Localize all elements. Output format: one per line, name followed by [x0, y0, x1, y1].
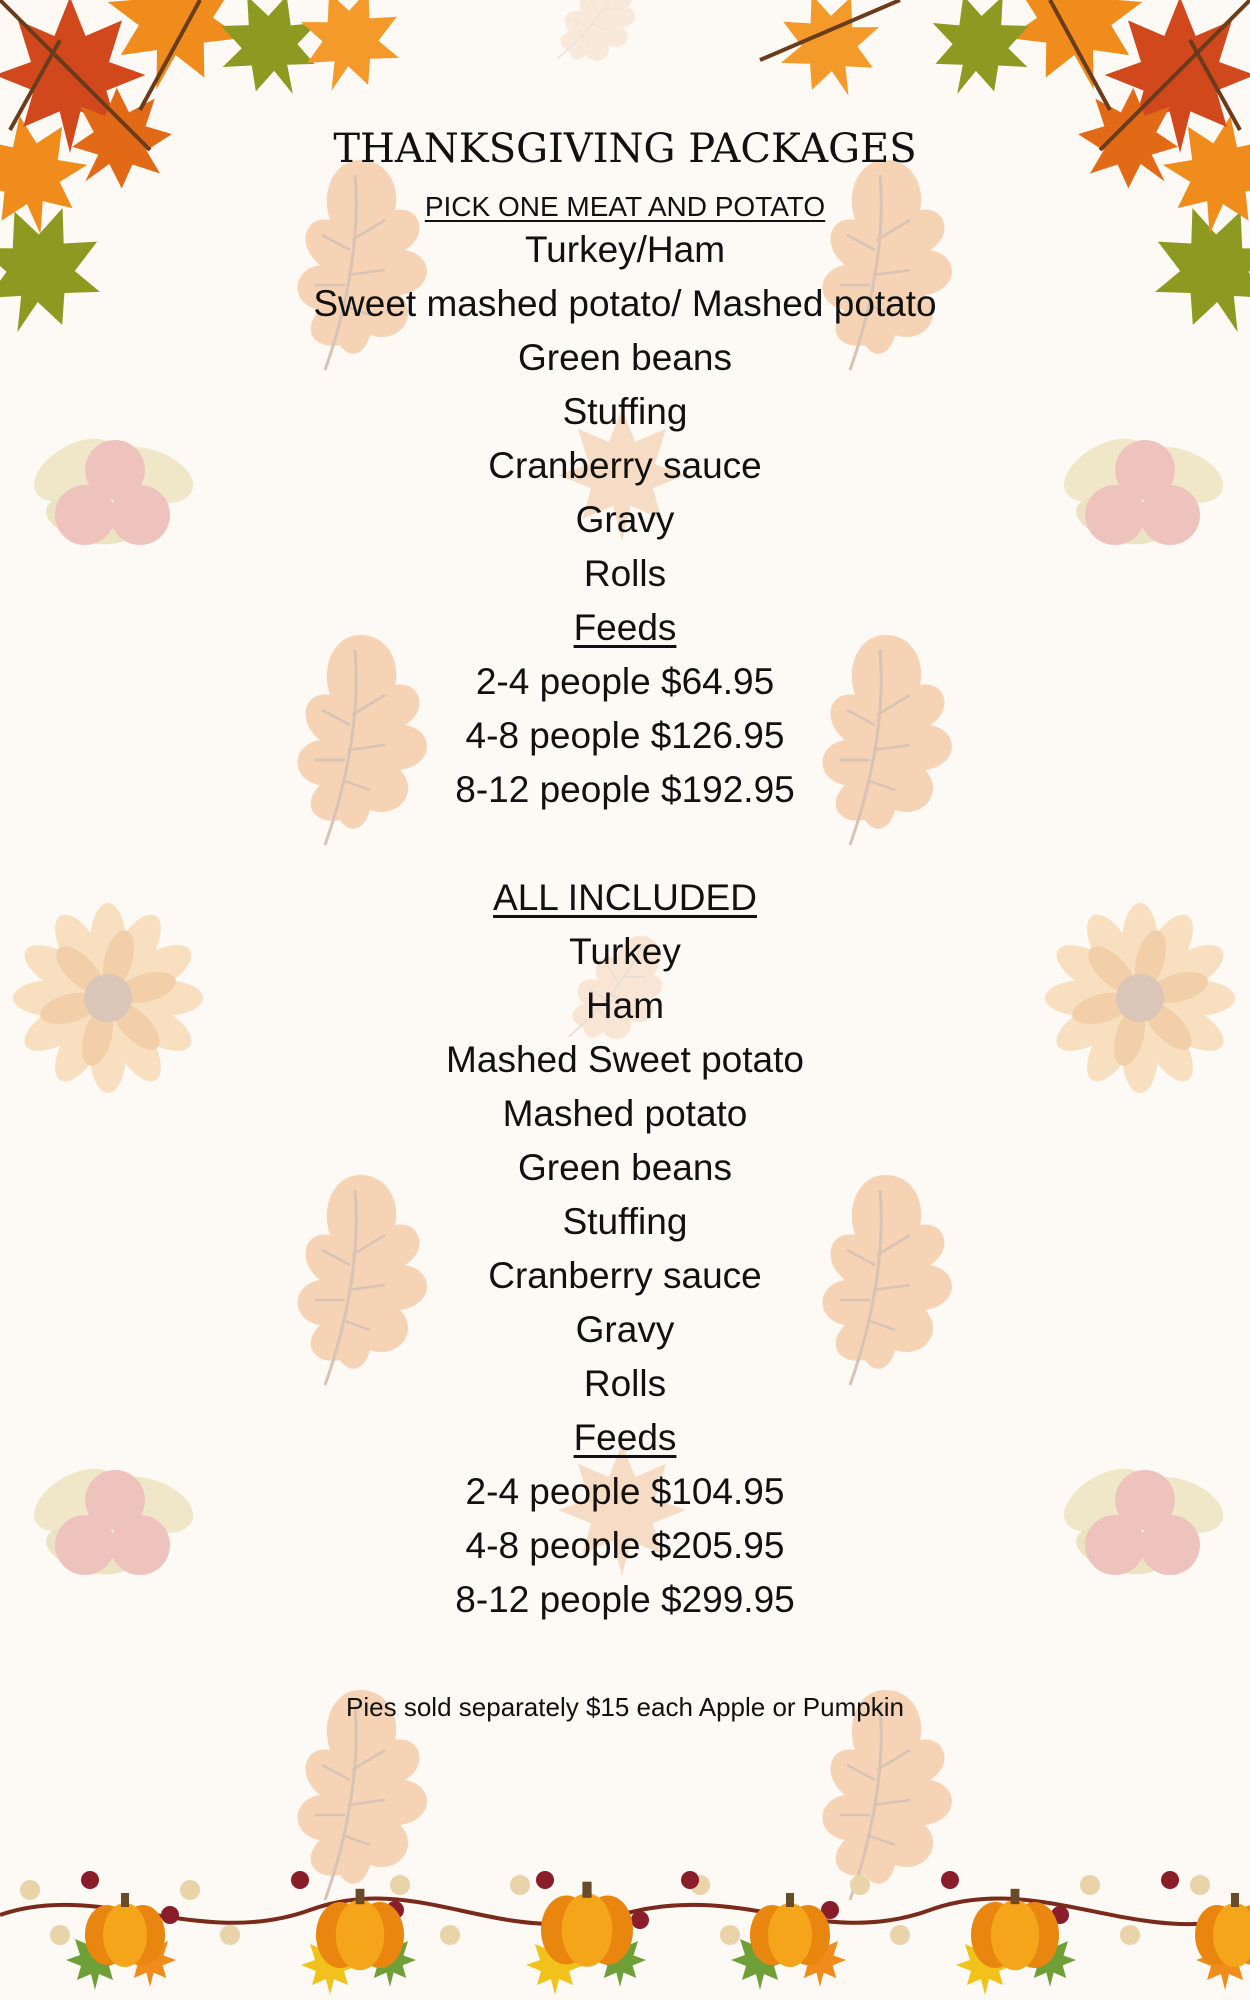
package-two-feeds-label: Feeds [573, 1417, 677, 1458]
package-one-heading: PICK ONE MEAT AND POTATO [424, 191, 826, 222]
page-title: THANKSGIVING PACKAGES [333, 126, 917, 172]
pies-note: Pies sold separately $15 each Apple or Pumpkin [346, 1692, 904, 1722]
package-two-price: 2-4 people $104.95 [465, 1471, 785, 1512]
package-two-item: Stuffing [562, 1201, 688, 1242]
package-two-item: Mashed Sweet potato [446, 1039, 804, 1080]
package-one-item: Rolls [583, 553, 667, 594]
package-one-item: Stuffing [562, 391, 688, 432]
package-two-item: Gravy [575, 1309, 675, 1350]
package-two-item: Mashed potato [502, 1093, 748, 1134]
package-two-item: Turkey [569, 931, 681, 972]
package-one-feeds-label: Feeds [573, 607, 677, 648]
package-one-item: Gravy [575, 499, 675, 540]
package-one-price: 2-4 people $64.95 [475, 661, 775, 702]
package-two-price: 4-8 people $205.95 [465, 1525, 785, 1566]
package-one-item: Turkey/Ham [524, 229, 726, 270]
package-two-heading: ALL INCLUDED [493, 877, 757, 918]
package-two-item: Rolls [583, 1363, 667, 1404]
package-one-item: Green beans [518, 337, 732, 378]
package-two-item: Cranberry sauce [488, 1255, 762, 1296]
package-one-item: Cranberry sauce [488, 445, 762, 486]
package-two-price: 8-12 people $299.95 [455, 1579, 795, 1620]
package-two-item: Ham [585, 985, 665, 1026]
package-one-price: 4-8 people $126.95 [465, 715, 785, 756]
package-one-price: 8-12 people $192.95 [455, 769, 795, 810]
package-one-item: Sweet mashed potato/ Mashed potato [313, 283, 937, 324]
package-two-item: Green beans [518, 1147, 732, 1188]
